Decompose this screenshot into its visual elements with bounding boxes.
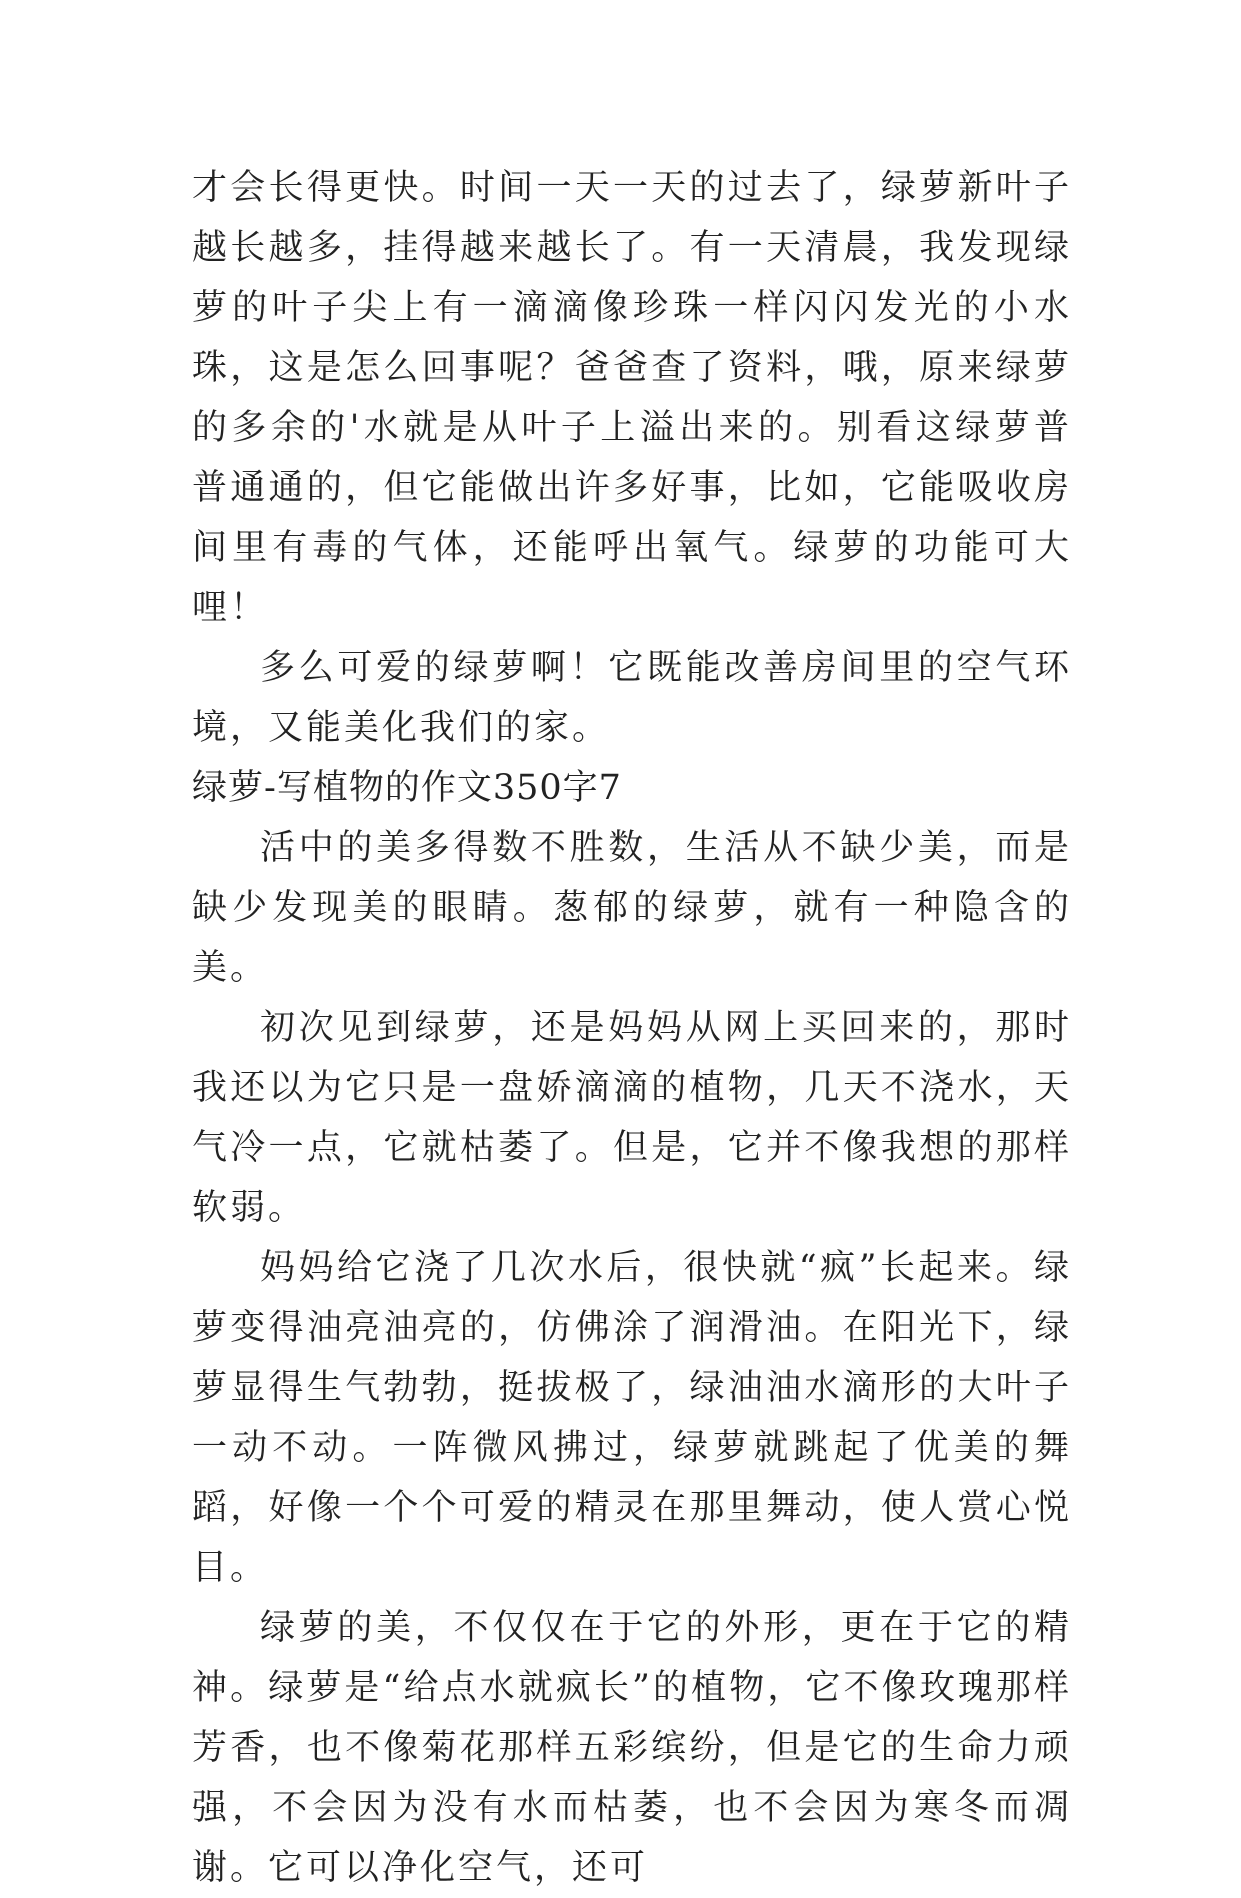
paragraph: 绿萝的美，不仅仅在于它的外形，更在于它的精神。绿萝是“给点水就疯长”的植物，它不像玫瑰那样芳香，也不像菊花那样五彩缤纷，但是它的生命力顽强，不会因为没有水而枯萎，也不会因为寒冬而凋谢。它可以净化空气，还可 xyxy=(192,1608,1072,1888)
paragraph: 初次见到绿萝，还是妈妈从网上买回来的，那时我还以为它只是一盘娇滴滴的植物，几天不浇水，天气冷一点，它就枯萎了。但是，它并不像我想的那样软弱。 xyxy=(192,1008,1072,1228)
essay-heading: 绿萝-写植物的作文350字7 xyxy=(192,768,622,808)
document-body xyxy=(192,158,1072,1898)
paragraph: 多么可爱的绿萝啊！它既能改善房间里的空气环境，又能美化我们的家。 xyxy=(192,648,1072,748)
paragraph: 活中的美多得数不胜数，生活从不缺少美，而是缺少发现美的眼睛。葱郁的绿萝，就有一种隐含的美。 xyxy=(192,828,1072,988)
paragraph-continuation: 才会长得更快。时间一天一天的过去了，绿萝新叶子越长越多，挂得越来越长了。有一天清晨，我发现绿萝的叶子尖上有一滴滴像珍珠一样闪闪发光的小水珠，这是怎么回事呢？爸爸查了资料，哦，原来绿萝的多余的'水就是从叶子上溢出来的。别看这绿萝普普通通的，但它能做出许多好事，比如，它能吸收房间里有毒的气体，还能呼出氧气。绿萝的功能可大哩！ xyxy=(192,168,1072,628)
paragraph: 妈妈给它浇了几次水后，很快就“疯”长起来。绿萝变得油亮油亮的，仿佛涂了润滑油。在阳光下，绿萝显得生气勃勃，挺拔极了，绿油油水滴形的大叶子一动不动。一阵微风拂过，绿萝就跳起了优美的舞蹈，好像一个个可爱的精灵在那里舞动，使人赏心悦目。 xyxy=(192,1248,1072,1588)
